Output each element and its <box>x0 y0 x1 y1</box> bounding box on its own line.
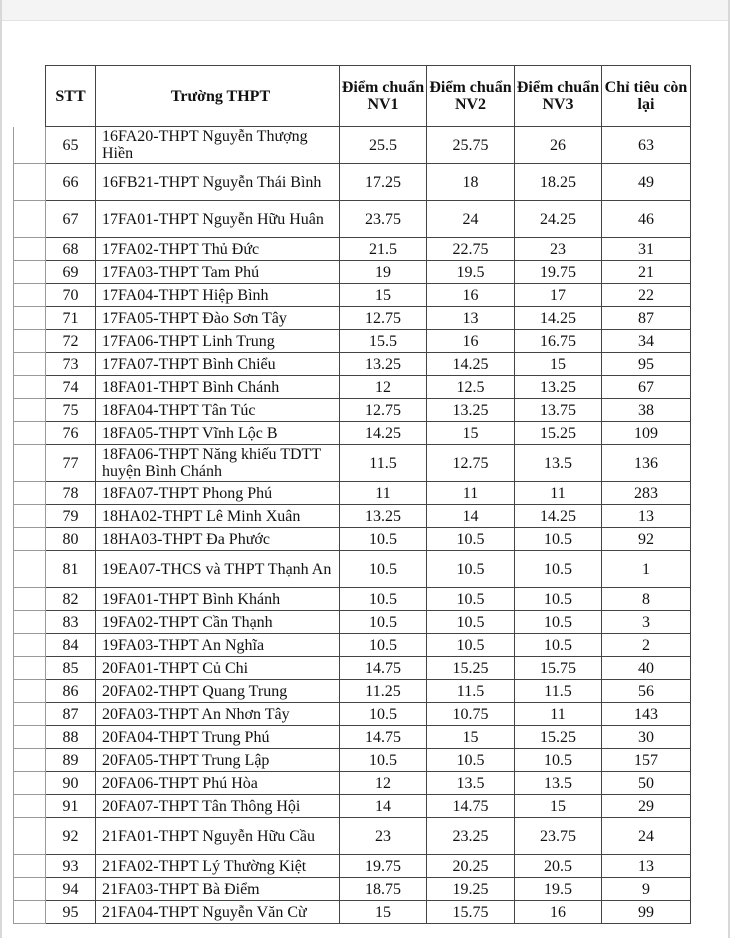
stt-cell: 91 <box>46 795 96 818</box>
table-row <box>14 399 691 422</box>
table-row <box>14 261 691 284</box>
nv1-cell: 10.5 <box>340 588 427 611</box>
remaining-cell: 24 <box>602 818 691 855</box>
nv3-cell: 15.25 <box>515 726 602 749</box>
nv2-cell: 15 <box>427 726 515 749</box>
school-cell: 21FA01-THPT Nguyễn Hữu Cầu <box>96 818 340 855</box>
nv3-cell: 11 <box>515 482 602 505</box>
table-row <box>14 353 691 376</box>
nv2-cell: 12.75 <box>427 445 515 482</box>
nv1-cell: 25.5 <box>340 127 427 164</box>
remaining-cell: 49 <box>602 164 691 201</box>
school-cell: 20FA06-THPT Phú Hòa <box>96 772 340 795</box>
nv2-cell: 10.75 <box>427 703 515 726</box>
row-marker-cell <box>14 855 46 878</box>
row-marker-cell <box>14 749 46 772</box>
remaining-cell: 38 <box>602 399 691 422</box>
school-cell: 19FA01-THPT Bình Khánh <box>96 588 340 611</box>
stt-cell: 88 <box>46 726 96 749</box>
school-cell: 20FA04-THPT Trung Phú <box>96 726 340 749</box>
table-row <box>14 703 691 726</box>
nv2-cell: 11.5 <box>427 680 515 703</box>
nv1-cell: 19.75 <box>340 855 427 878</box>
row-marker-cell <box>14 164 46 201</box>
stt-cell: 72 <box>46 330 96 353</box>
table-row <box>14 482 691 505</box>
nv2-cell: 15.75 <box>427 901 515 924</box>
nv1-cell: 15 <box>340 284 427 307</box>
nv3-cell: 10.5 <box>515 611 602 634</box>
remaining-cell: 22 <box>602 284 691 307</box>
document-body <box>13 65 703 924</box>
school-cell: 20FA02-THPT Quang Trung <box>96 680 340 703</box>
row-marker-cell <box>14 680 46 703</box>
stt-cell: 73 <box>46 353 96 376</box>
table-row <box>14 901 691 924</box>
row-marker-cell <box>14 703 46 726</box>
table-header-row <box>14 66 691 127</box>
nv3-cell: 10.5 <box>515 749 602 772</box>
nv1-cell: 23.75 <box>340 201 427 238</box>
nv1-cell: 11.5 <box>340 445 427 482</box>
school-cell: 16FA20-THPT Nguyễn Thượng Hiền <box>96 127 340 164</box>
nv2-cell: 11 <box>427 482 515 505</box>
stt-cell: 85 <box>46 657 96 680</box>
table-row <box>14 528 691 551</box>
nv3-cell: 11.5 <box>515 680 602 703</box>
table-row <box>14 818 691 855</box>
stt-cell: 95 <box>46 901 96 924</box>
nv1-cell: 10.5 <box>340 551 427 588</box>
header-stt: STT <box>46 66 96 127</box>
nv2-cell: 24 <box>427 201 515 238</box>
nv2-cell: 10.5 <box>427 749 515 772</box>
header-remaining: Chỉ tiêu còn lại <box>602 66 691 127</box>
nv3-cell: 10.5 <box>515 588 602 611</box>
row-marker-cell <box>14 878 46 901</box>
table-row <box>14 795 691 818</box>
nv1-cell: 19 <box>340 261 427 284</box>
remaining-cell: 56 <box>602 680 691 703</box>
table-body <box>14 127 691 924</box>
remaining-cell: 30 <box>602 726 691 749</box>
nv3-cell: 15.25 <box>515 422 602 445</box>
stt-cell: 92 <box>46 818 96 855</box>
school-cell: 20FA05-THPT Trung Lập <box>96 749 340 772</box>
nv2-cell: 20.25 <box>427 855 515 878</box>
table-row <box>14 238 691 261</box>
nv3-cell: 15.75 <box>515 657 602 680</box>
stt-cell: 90 <box>46 772 96 795</box>
header-nv1: Điểm chuẩn NV1 <box>340 66 427 127</box>
table-row <box>14 634 691 657</box>
remaining-cell: 31 <box>602 238 691 261</box>
remaining-cell: 109 <box>602 422 691 445</box>
remaining-cell: 67 <box>602 376 691 399</box>
row-marker-cell <box>14 238 46 261</box>
school-cell: 17FA03-THPT Tam Phú <box>96 261 340 284</box>
nv1-cell: 15 <box>340 901 427 924</box>
remaining-cell: 8 <box>602 588 691 611</box>
row-marker-cell <box>14 482 46 505</box>
nv3-cell: 14.25 <box>515 307 602 330</box>
nv1-cell: 10.5 <box>340 634 427 657</box>
table-row <box>14 164 691 201</box>
nv1-cell: 14 <box>340 795 427 818</box>
page-top-margin <box>0 0 730 21</box>
stt-cell: 87 <box>46 703 96 726</box>
nv1-cell: 18.75 <box>340 878 427 901</box>
remaining-cell: 46 <box>602 201 691 238</box>
table-row <box>14 749 691 772</box>
row-marker-cell <box>14 376 46 399</box>
remaining-cell: 99 <box>602 901 691 924</box>
nv1-cell: 14.75 <box>340 726 427 749</box>
nv1-cell: 10.5 <box>340 611 427 634</box>
nv3-cell: 15 <box>515 795 602 818</box>
remaining-cell: 34 <box>602 330 691 353</box>
row-marker-cell <box>14 611 46 634</box>
school-cell: 21FA03-THPT Bà Điểm <box>96 878 340 901</box>
row-marker-cell <box>14 201 46 238</box>
school-cell: 18HA02-THPT Lê Minh Xuân <box>96 505 340 528</box>
nv2-cell: 13 <box>427 307 515 330</box>
nv1-cell: 17.25 <box>340 164 427 201</box>
nv1-cell: 21.5 <box>340 238 427 261</box>
table-row <box>14 127 691 164</box>
table-row <box>14 201 691 238</box>
nv2-cell: 14 <box>427 505 515 528</box>
remaining-cell: 157 <box>602 749 691 772</box>
remaining-cell: 136 <box>602 445 691 482</box>
stt-cell: 76 <box>46 422 96 445</box>
remaining-cell: 143 <box>602 703 691 726</box>
nv2-cell: 13.5 <box>427 772 515 795</box>
row-marker-cell <box>14 634 46 657</box>
nv2-cell: 15 <box>427 422 515 445</box>
table-row <box>14 611 691 634</box>
school-cell: 17FA06-THPT Linh Trung <box>96 330 340 353</box>
remaining-cell: 63 <box>602 127 691 164</box>
nv2-cell: 22.75 <box>427 238 515 261</box>
nv2-cell: 15.25 <box>427 657 515 680</box>
nv1-cell: 12.75 <box>340 399 427 422</box>
remaining-cell: 13 <box>602 855 691 878</box>
school-cell: 20FA07-THPT Tân Thông Hội <box>96 795 340 818</box>
table-row <box>14 505 691 528</box>
nv1-cell: 13.25 <box>340 353 427 376</box>
nv2-cell: 10.5 <box>427 528 515 551</box>
table-row <box>14 422 691 445</box>
nv3-cell: 24.25 <box>515 201 602 238</box>
nv1-cell: 15.5 <box>340 330 427 353</box>
school-cell: 19FA03-THPT An Nghĩa <box>96 634 340 657</box>
stt-cell: 66 <box>46 164 96 201</box>
nv3-cell: 13.75 <box>515 399 602 422</box>
remaining-cell: 87 <box>602 307 691 330</box>
table-row <box>14 878 691 901</box>
nv2-cell: 16 <box>427 284 515 307</box>
table-row <box>14 376 691 399</box>
stt-cell: 75 <box>46 399 96 422</box>
table-row <box>14 726 691 749</box>
school-cell: 17FA04-THPT Hiệp Bình <box>96 284 340 307</box>
school-cell: 18HA03-THPT Đa Phước <box>96 528 340 551</box>
stt-cell: 74 <box>46 376 96 399</box>
stt-cell: 67 <box>46 201 96 238</box>
remaining-cell: 13 <box>602 505 691 528</box>
school-cell: 18FA01-THPT Bình Chánh <box>96 376 340 399</box>
stt-cell: 81 <box>46 551 96 588</box>
table-row <box>14 307 691 330</box>
stt-cell: 78 <box>46 482 96 505</box>
nv2-cell: 10.5 <box>427 551 515 588</box>
remaining-cell: 2 <box>602 634 691 657</box>
header-school: Trường THPT <box>96 66 340 127</box>
nv3-cell: 16.75 <box>515 330 602 353</box>
stt-cell: 68 <box>46 238 96 261</box>
stt-cell: 94 <box>46 878 96 901</box>
nv2-cell: 25.75 <box>427 127 515 164</box>
row-marker-cell <box>14 445 46 482</box>
nv1-cell: 10.5 <box>340 703 427 726</box>
row-marker-cell <box>14 330 46 353</box>
nv1-cell: 12 <box>340 376 427 399</box>
school-cell: 18FA06-THPT Năng khiếu TDTT huyện Bình Chánh <box>96 445 340 482</box>
nv2-cell: 18 <box>427 164 515 201</box>
nv2-cell: 12.5 <box>427 376 515 399</box>
school-cell: 18FA05-THPT Vĩnh Lộc B <box>96 422 340 445</box>
stt-cell: 93 <box>46 855 96 878</box>
remaining-cell: 29 <box>602 795 691 818</box>
school-cell: 19EA07-THCS và THPT Thạnh An <box>96 551 340 588</box>
nv1-cell: 14.75 <box>340 657 427 680</box>
stt-cell: 83 <box>46 611 96 634</box>
remaining-cell: 50 <box>602 772 691 795</box>
row-marker-cell <box>14 795 46 818</box>
school-cell: 20FA01-THPT Củ Chi <box>96 657 340 680</box>
stt-cell: 79 <box>46 505 96 528</box>
nv1-cell: 13.25 <box>340 505 427 528</box>
row-marker-cell <box>14 399 46 422</box>
nv3-cell: 13.5 <box>515 772 602 795</box>
school-cell: 17FA07-THPT Bình Chiểu <box>96 353 340 376</box>
nv3-cell: 10.5 <box>515 528 602 551</box>
nv3-cell: 15 <box>515 353 602 376</box>
school-cell: 21FA02-THPT Lý Thường Kiệt <box>96 855 340 878</box>
table-row <box>14 772 691 795</box>
nv1-cell: 11.25 <box>340 680 427 703</box>
row-marker-cell <box>14 528 46 551</box>
row-marker-cell <box>14 588 46 611</box>
school-cell: 19FA02-THPT Cần Thạnh <box>96 611 340 634</box>
table-row <box>14 657 691 680</box>
stt-cell: 65 <box>46 127 96 164</box>
stt-cell: 89 <box>46 749 96 772</box>
nv3-cell: 23 <box>515 238 602 261</box>
nv3-cell: 10.5 <box>515 634 602 657</box>
nv2-cell: 14.25 <box>427 353 515 376</box>
admission-scores-table <box>13 65 691 924</box>
stt-cell: 77 <box>46 445 96 482</box>
nv2-cell: 14.75 <box>427 795 515 818</box>
remaining-cell: 92 <box>602 528 691 551</box>
row-marker-cell <box>14 726 46 749</box>
remaining-cell: 21 <box>602 261 691 284</box>
nv2-cell: 19.25 <box>427 878 515 901</box>
school-cell: 17FA02-THPT Thủ Đức <box>96 238 340 261</box>
nv2-cell: 23.25 <box>427 818 515 855</box>
table-row <box>14 284 691 307</box>
school-cell: 17FA05-THPT Đào Sơn Tây <box>96 307 340 330</box>
remaining-cell: 283 <box>602 482 691 505</box>
stt-cell: 86 <box>46 680 96 703</box>
nv2-cell: 19.5 <box>427 261 515 284</box>
nv1-cell: 10.5 <box>340 749 427 772</box>
school-cell: 18FA04-THPT Tân Túc <box>96 399 340 422</box>
row-marker-cell <box>14 901 46 924</box>
row-marker-cell <box>14 261 46 284</box>
school-cell: 21FA04-THPT Nguyễn Văn Cừ <box>96 901 340 924</box>
nv3-cell: 26 <box>515 127 602 164</box>
nv1-cell: 12 <box>340 772 427 795</box>
school-cell: 17FA01-THPT Nguyễn Hữu Huân <box>96 201 340 238</box>
row-marker-cell <box>14 422 46 445</box>
table-row <box>14 445 691 482</box>
table-row <box>14 680 691 703</box>
table-row <box>14 855 691 878</box>
row-marker-cell <box>14 127 46 164</box>
nv2-cell: 10.5 <box>427 588 515 611</box>
row-marker-cell <box>14 505 46 528</box>
remaining-cell: 3 <box>602 611 691 634</box>
table-row <box>14 551 691 588</box>
nv3-cell: 18.25 <box>515 164 602 201</box>
nv3-cell: 13.25 <box>515 376 602 399</box>
nv3-cell: 17 <box>515 284 602 307</box>
nv3-cell: 16 <box>515 901 602 924</box>
nv1-cell: 23 <box>340 818 427 855</box>
remaining-cell: 95 <box>602 353 691 376</box>
nv3-cell: 19.75 <box>515 261 602 284</box>
nv2-cell: 13.25 <box>427 399 515 422</box>
nv2-cell: 10.5 <box>427 611 515 634</box>
nv1-cell: 12.75 <box>340 307 427 330</box>
school-cell: 16FB21-THPT Nguyễn Thái Bình <box>96 164 340 201</box>
table-row <box>14 588 691 611</box>
nv3-cell: 19.5 <box>515 878 602 901</box>
school-cell: 18FA07-THPT Phong Phú <box>96 482 340 505</box>
row-marker-cell <box>14 284 46 307</box>
nv1-cell: 11 <box>340 482 427 505</box>
page-edge-left <box>0 0 2 938</box>
nv3-cell: 13.5 <box>515 445 602 482</box>
row-marker-header <box>14 66 46 127</box>
row-marker-cell <box>14 657 46 680</box>
nv2-cell: 16 <box>427 330 515 353</box>
nv3-cell: 11 <box>515 703 602 726</box>
nv3-cell: 14.25 <box>515 505 602 528</box>
nv3-cell: 23.75 <box>515 818 602 855</box>
nv3-cell: 20.5 <box>515 855 602 878</box>
remaining-cell: 40 <box>602 657 691 680</box>
stt-cell: 69 <box>46 261 96 284</box>
table-row <box>14 330 691 353</box>
header-nv2: Điểm chuẩn NV2 <box>427 66 515 127</box>
stt-cell: 70 <box>46 284 96 307</box>
stt-cell: 84 <box>46 634 96 657</box>
row-marker-cell <box>14 353 46 376</box>
row-marker-cell <box>14 307 46 330</box>
row-marker-cell <box>14 818 46 855</box>
nv2-cell: 10.5 <box>427 634 515 657</box>
nv3-cell: 10.5 <box>515 551 602 588</box>
row-marker-cell <box>14 551 46 588</box>
remaining-cell: 9 <box>602 878 691 901</box>
header-nv3: Điểm chuẩn NV3 <box>515 66 602 127</box>
school-cell: 20FA03-THPT An Nhơn Tây <box>96 703 340 726</box>
stt-cell: 82 <box>46 588 96 611</box>
row-marker-cell <box>14 772 46 795</box>
stt-cell: 80 <box>46 528 96 551</box>
nv1-cell: 10.5 <box>340 528 427 551</box>
remaining-cell: 1 <box>602 551 691 588</box>
nv1-cell: 14.25 <box>340 422 427 445</box>
stt-cell: 71 <box>46 307 96 330</box>
